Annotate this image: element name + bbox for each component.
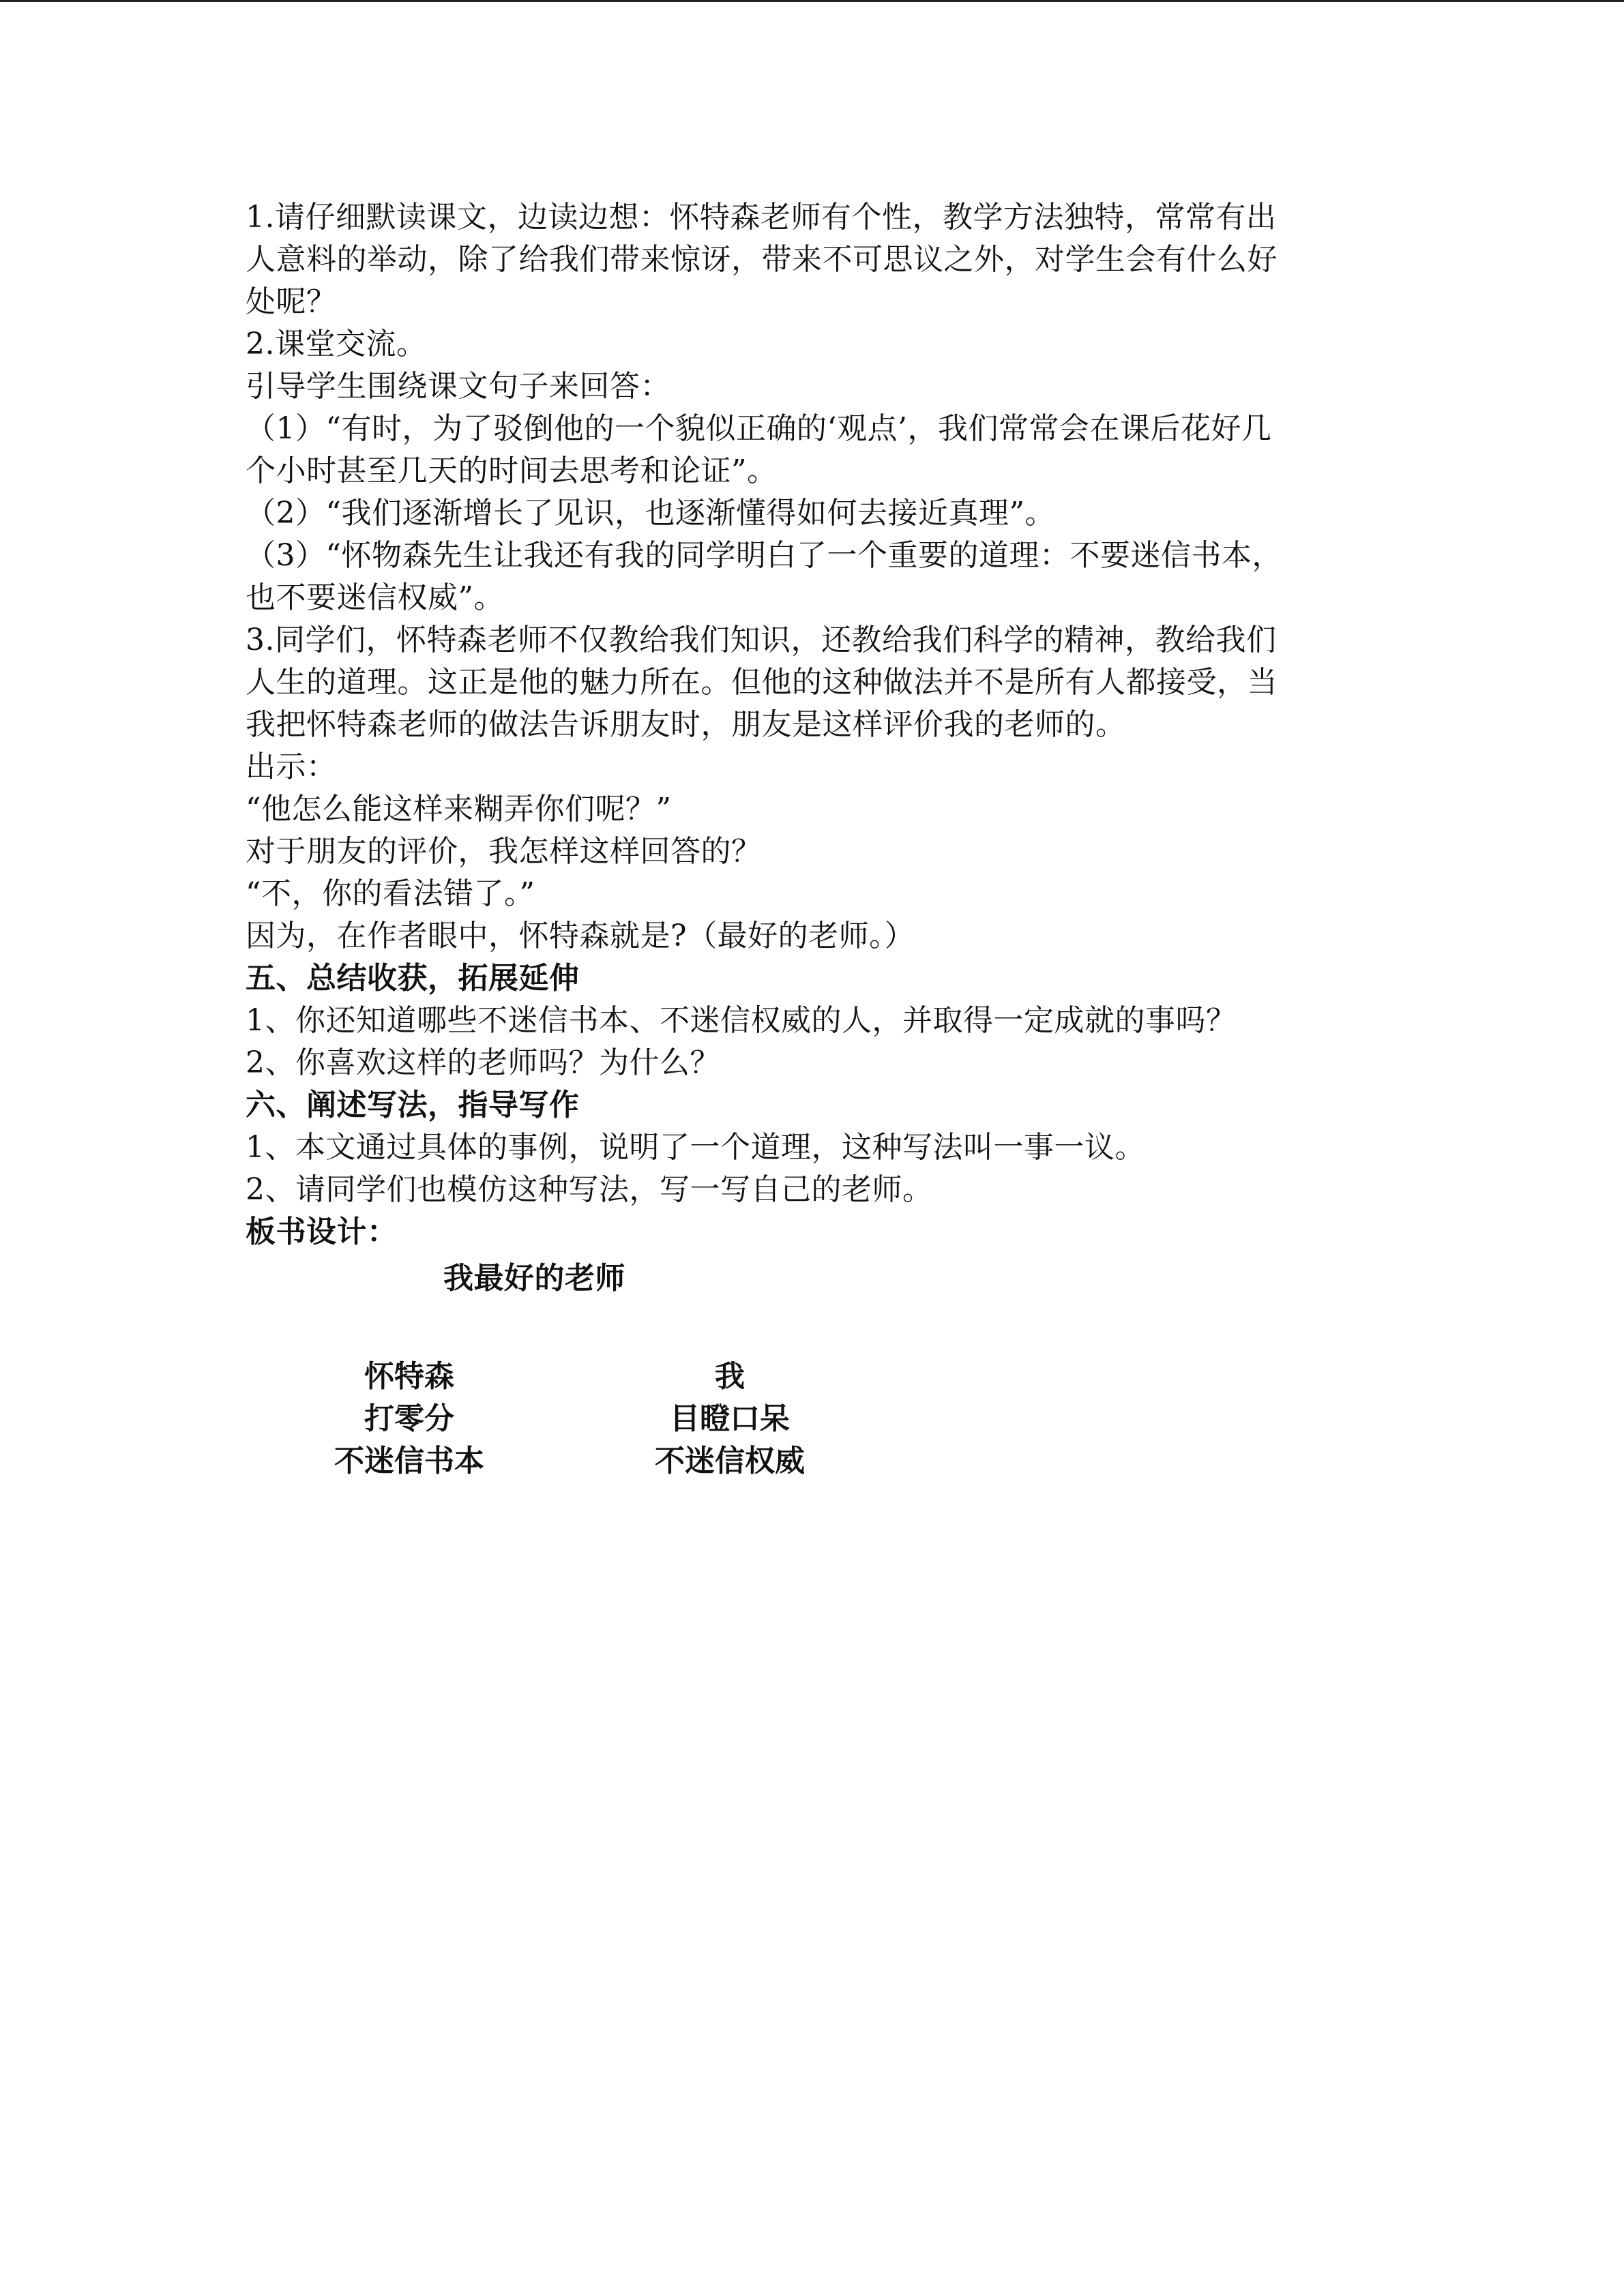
body-line-16: 对于朋友的评价，我怎样这样回答的？ — [246, 834, 762, 869]
body-line-13: 我把怀特森老师的做法告诉朋友时，朋友是这样评价我的老师的。 — [246, 707, 1126, 742]
body-line-10: 也不要迷信权威”。 — [246, 580, 504, 615]
section-5-item-2: 2、你喜欢这样的老师吗？为什么？ — [246, 1045, 720, 1080]
board-row-right: 我 — [715, 1359, 745, 1394]
body-line-17: “不，你的看法错了。” — [246, 876, 535, 911]
board-row — [246, 1398, 1391, 1440]
board-row-right: 目瞪口呆 — [670, 1401, 790, 1436]
board-row — [246, 1356, 1391, 1398]
body-line-3: 处呢？ — [246, 284, 337, 319]
section-5-heading: 五、总结收获，拓展延伸 — [246, 961, 580, 996]
body-line-1: 1.请仔细默读课文，边读边想：怀特森老师有个性，教学方法独特，常常有出 — [246, 200, 1277, 235]
document-page — [246, 196, 1391, 1482]
board-title: 我最好的老师 — [443, 1261, 625, 1296]
section-6-item-1: 1、本文通过具体的事例，说明了一个道理，这种写法叫一事一议。 — [246, 1130, 1145, 1165]
board-row — [246, 1440, 1391, 1482]
section-6-item-2: 2、请同学们也模仿这种写法，写一写自己的老师。 — [246, 1172, 933, 1207]
body-line-5: 引导学生围绕课文句子来回答： — [246, 369, 670, 404]
body-line-8: （2）“我们逐渐增长了见识，也逐渐懂得如何去接近真理”。 — [246, 496, 1055, 531]
body-line-11: 3.同学们，怀特森老师不仅教给我们知识，还教给我们科学的精神，教给我们 — [246, 623, 1277, 657]
board-spacer — [246, 1300, 1391, 1356]
page-top-border — [0, 0, 1624, 2]
body-line-14: 出示： — [246, 749, 337, 784]
board-row-left: 怀特森 — [364, 1359, 454, 1394]
board-design-label: 板书设计： — [246, 1214, 398, 1249]
body-line-12: 人生的道理。这正是他的魅力所在。但他的这种做法并不是所有人都接受，当 — [246, 665, 1278, 700]
board-row-left: 不迷信书本 — [334, 1444, 484, 1478]
body-line-7: 个小时甚至几天的时间去思考和论证”。 — [246, 453, 778, 488]
section-5-item-1: 1、你还知道哪些不迷信书本、不迷信权威的人，并取得一定成就的事吗？ — [246, 1003, 1237, 1038]
body-line-15: “他怎么能这样来糊弄你们呢？” — [246, 792, 672, 826]
body-line-18: 因为，在作者眼中，怀特森就是?（最好的老师。） — [246, 919, 915, 953]
section-6-heading: 六、阐述写法，指导写作 — [246, 1088, 580, 1122]
body-line-2: 人意料的举动，除了给我们带来惊讶，带来不可思议之外，对学生会有什么好 — [246, 242, 1278, 277]
body-line-4: 2.课堂交流。 — [246, 327, 427, 361]
board-row-right: 不迷信权威 — [655, 1444, 805, 1478]
body-line-6: （1）“有时，为了驳倒他的一个貌似正确的‘观点’，我们常常会在课后花好几 — [246, 411, 1272, 446]
body-line-9: （3）“怀物森先生让我还有我的同学明白了一个重要的道理：不要迷信书本， — [246, 538, 1282, 573]
board-row-left: 打零分 — [364, 1401, 454, 1436]
